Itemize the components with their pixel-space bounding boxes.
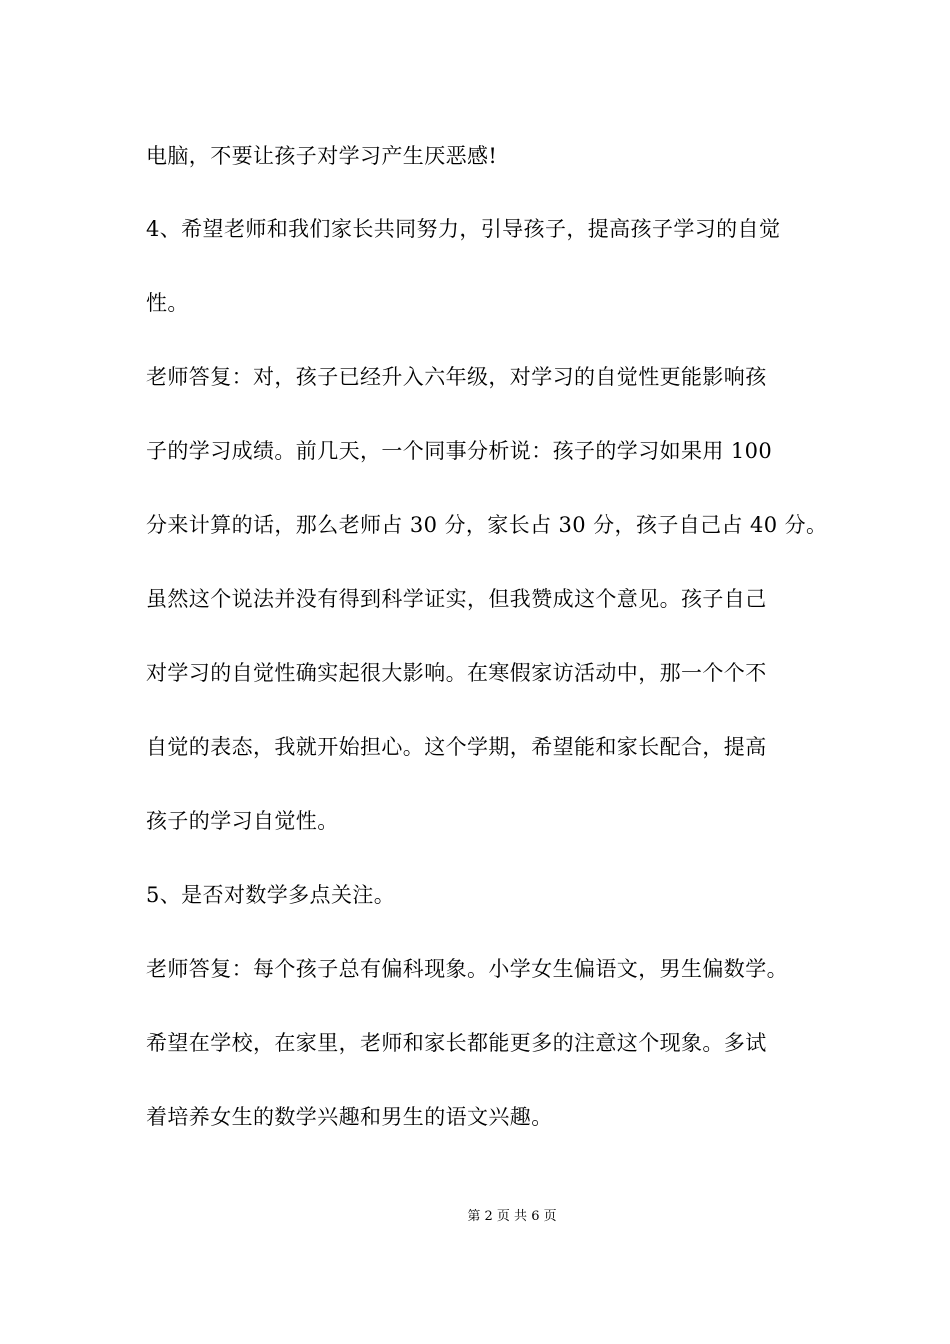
body-text-line: 着培养女生的数学兴趣和男生的语文兴趣。 [146,1105,553,1129]
body-text-line: 分来计算的话，那么老师占 30 分，家长占 30 分，孩子自己占 40 分。 [146,513,828,537]
body-text-line: 子的学习成绩。前几天，一个同事分析说：孩子的学习如果用 100 [146,439,773,463]
body-text-line: 性。 [146,291,189,315]
body-text-line: 电脑，不要让孩子对学习产生厌恶感! [146,144,498,168]
body-text-line: 对学习的自觉性确实起很大影响。在寒假家访活动中，那一个个不 [146,661,767,685]
body-text-line: 5、是否对数学多点关注。 [146,883,396,907]
body-text-line: 孩子的学习自觉性。 [146,809,339,833]
body-text-line: 虽然这个说法并没有得到科学证实，但我赞成这个意见。孩子自己 [146,587,767,611]
body-text-line: 老师答复：每个孩子总有偏科现象。小学女生偏语文，男生偏数学。 [146,957,788,981]
body-text-line: 4、希望老师和我们家长共同努力，引导孩子，提高孩子学习的自觉 [146,217,781,241]
body-text-line: 老师答复：对，孩子已经升入六年级，对学习的自觉性更能影响孩 [146,365,767,389]
body-text-line: 希望在学校，在家里，老师和家长都能更多的注意这个现象。多试 [146,1031,767,1055]
page-number-footer: 第 2 页 共 6 页 [467,1209,557,1224]
body-text-line: 自觉的表态，我就开始担心。这个学期，希望能和家长配合，提高 [146,735,767,759]
